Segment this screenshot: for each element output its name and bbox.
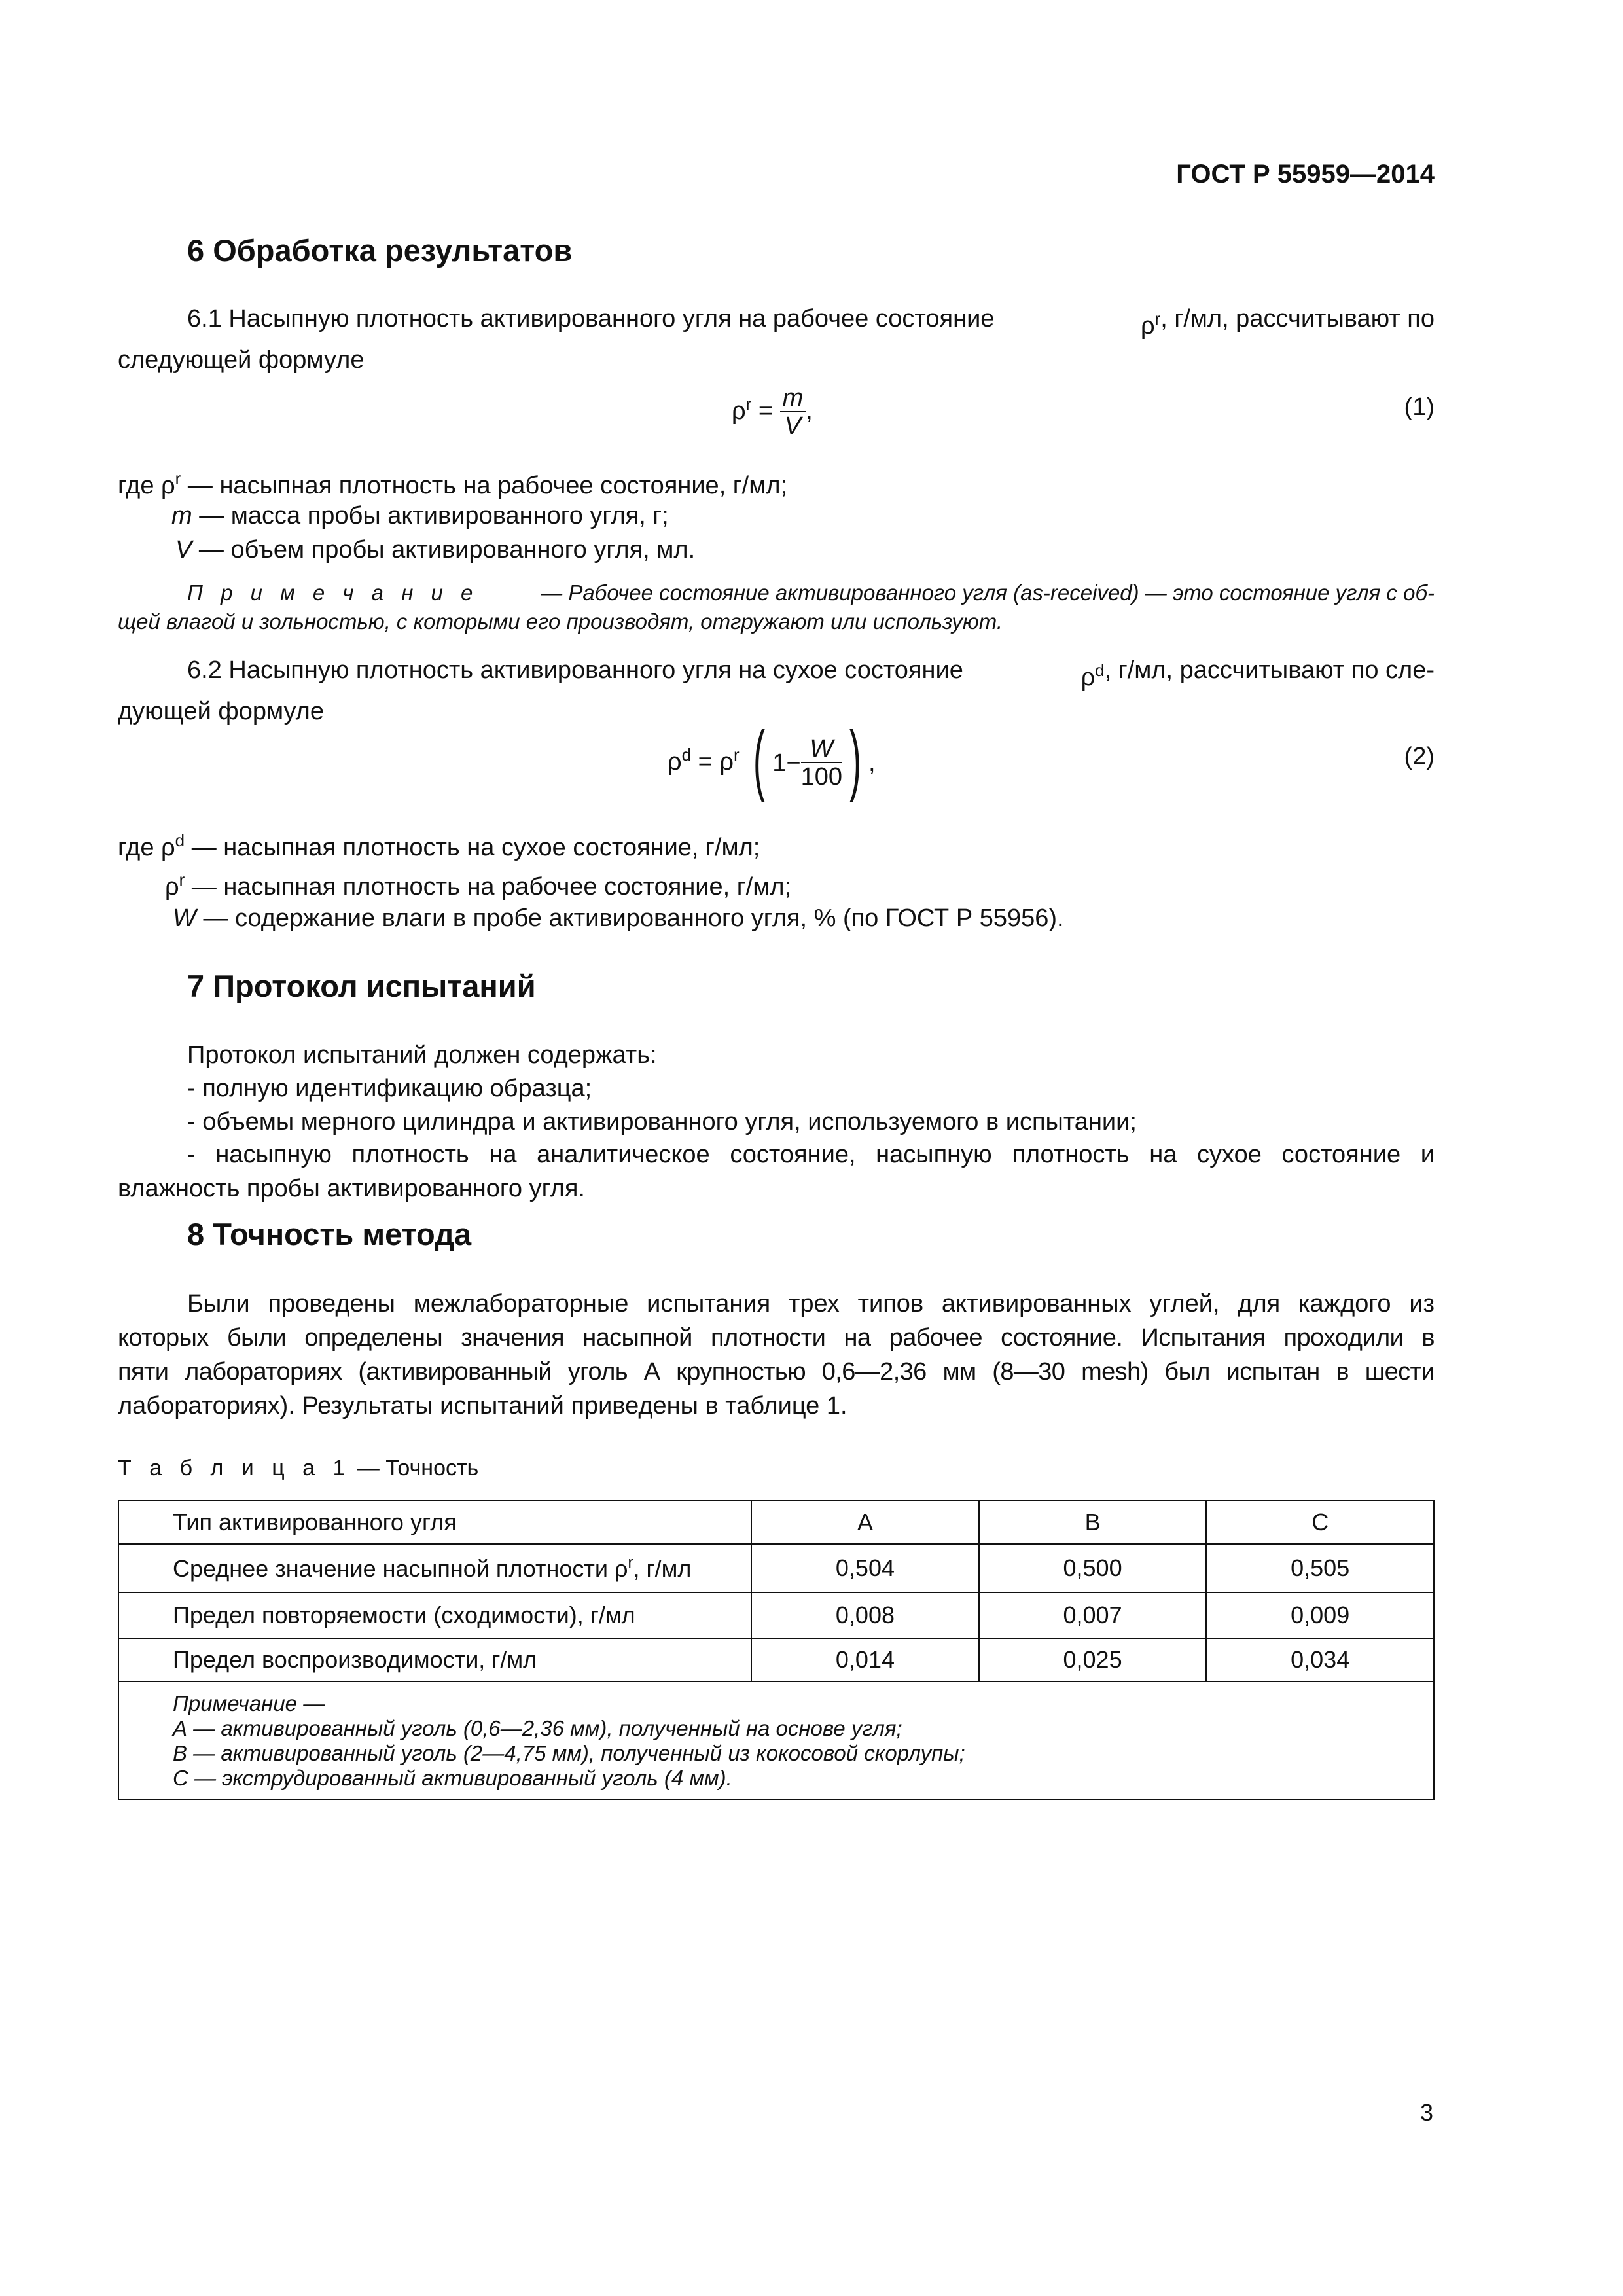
formula-1: $\rho^r$ = $\frac{m}{V}$ , — [732, 384, 813, 440]
formula-2-number: (2) — [1404, 743, 1435, 770]
where-1-line-3: V — объем пробы активированного угля, мл. — [175, 536, 696, 564]
cell-value: 0,009 — [1206, 1592, 1434, 1638]
formula-2-fraction: $\frac{W}{100}$ — [800, 735, 842, 791]
formula-2: $\rho^d = \rho^r$ ( 1− $\frac{W}{100}$ ) , — [668, 715, 876, 803]
table-row — [118, 1638, 1434, 1681]
note-6-1 — [118, 579, 1435, 636]
cell-value: 0,034 — [1206, 1638, 1434, 1681]
table-note: Примечание — А — активированный уголь (0,6—2,36 мм), полученный на основе угля; В — активированный уголь (2—4,75 мм), полученный из кокосовой скорлупы; С — экструдированный активированный уголь (4 мм). — [118, 1681, 1434, 1799]
cell-value: 0,014 — [751, 1638, 979, 1681]
where-1-line-2: m — масса пробы активированного угля, г; — [171, 502, 669, 529]
cell-value: 0,007 — [979, 1592, 1207, 1638]
header-b: B — [979, 1501, 1207, 1544]
precision-table — [118, 1500, 1435, 1800]
p61-symbol: $\rho^r$ — [1140, 309, 1161, 340]
protocol-item-2: - объемы мерного цилиндра и активированного угля, используемого в испытании; — [187, 1108, 1137, 1136]
table-row — [118, 1592, 1434, 1638]
protocol-intro: Протокол испытаний должен содержать: — [187, 1041, 657, 1069]
p61-text-a: 6.1 Насыпную плотность активированного угля на рабочее состояние — [187, 305, 995, 332]
p61-text-b: , г/мл, рассчитывают по — [1160, 305, 1435, 332]
p61-line2: следующей формуле — [118, 346, 365, 374]
header-type: Тип активированного угля — [118, 1501, 751, 1544]
formula-1-number: (1) — [1404, 393, 1435, 421]
p62-symbol: $\rho^d$ — [1080, 660, 1105, 691]
right-paren: ) — [849, 715, 861, 803]
cell-value: 0,504 — [751, 1544, 979, 1592]
table-note-row — [118, 1681, 1434, 1799]
cell-value: 0,025 — [979, 1638, 1207, 1681]
where-2-line-3: W — содержание влаги в пробе активированного угля, % (по ГОСТ Р 55956). — [173, 905, 1064, 932]
note-label: П р и м е ч а н и е — [187, 581, 479, 605]
paragraph-6-2 — [118, 653, 1435, 728]
section-6-heading: 6 Обработка результатов — [187, 233, 573, 268]
where-1-line-1: где $\rho^r$ — насыпная плотность на рабочее состояние, г/мл; — [118, 469, 788, 499]
section-7-heading: 7 Протокол испытаний — [187, 969, 536, 1003]
left-paren: ( — [753, 715, 766, 803]
p62-line2: дующей формуле — [118, 698, 324, 725]
cell-value: 0,500 — [979, 1544, 1207, 1592]
section-8-heading: 8 Точность метода — [187, 1217, 472, 1251]
note-text: — Рабочее состояние активированного угля (as-received) — это состояние угля с об- — [541, 581, 1435, 605]
cell-value: 0,505 — [1206, 1544, 1434, 1592]
page-number: 3 — [1419, 2099, 1433, 2126]
note-line-2: щей влагой и зольностью, с которыми его производят, отгружают или используют. — [118, 609, 1003, 634]
protocol-item-3: - насыпную плотность на аналитическое состояние, насыпную плотность на сухое состояние и влажность пробы активированного угля. — [118, 1141, 1435, 1202]
p62-text-b: , г/мл, рассчитывают по сле- — [1104, 656, 1435, 684]
table-header-row — [118, 1501, 1434, 1544]
header-c: C — [1206, 1501, 1434, 1544]
row-label: Предел повторяемости (сходимости), г/мл — [118, 1592, 751, 1638]
p62-text-a: 6.2 Насыпную плотность активированного угля на сухое состояние — [187, 656, 963, 684]
table-row — [118, 1544, 1434, 1592]
row-label: Среднее значение насыпной плотности $\rho^r$, г/мл — [118, 1544, 751, 1592]
table-caption: Т а б л и ц а 1 — Точность — [118, 1456, 479, 1480]
where-2-line-2: $\rho^r$ — насыпная плотность на рабочее состояние, г/мл; — [165, 870, 792, 901]
header-a: A — [751, 1501, 979, 1544]
precision-paragraph: Были проведены межлабораторные испытания трех типов активированных углей, для каждого из которых были определены значения насыпной плотности на рабочее состояние. Испытания проходили в пяти лабораториях (активированный уголь А крупностью 0,6—2,36 мм (8—30 mesh) был испытан в шести лабораториях). Результаты испытаний приведены в таблице 1. — [118, 1290, 1435, 1420]
document-code: ГОСТ Р 55959—2014 — [1176, 160, 1435, 188]
where-2-line-1: где $\rho^d$ — насыпная плотность на сухое состояние, г/мл; — [118, 831, 760, 861]
formula-1-fraction: $\frac{m}{V}$ — [780, 385, 806, 440]
paragraph-6-1 — [118, 302, 1435, 377]
cell-value: 0,008 — [751, 1592, 979, 1638]
row-label: Предел воспроизводимости, г/мл — [118, 1638, 751, 1681]
protocol-item-1: - полную идентификацию образца; — [187, 1075, 592, 1102]
